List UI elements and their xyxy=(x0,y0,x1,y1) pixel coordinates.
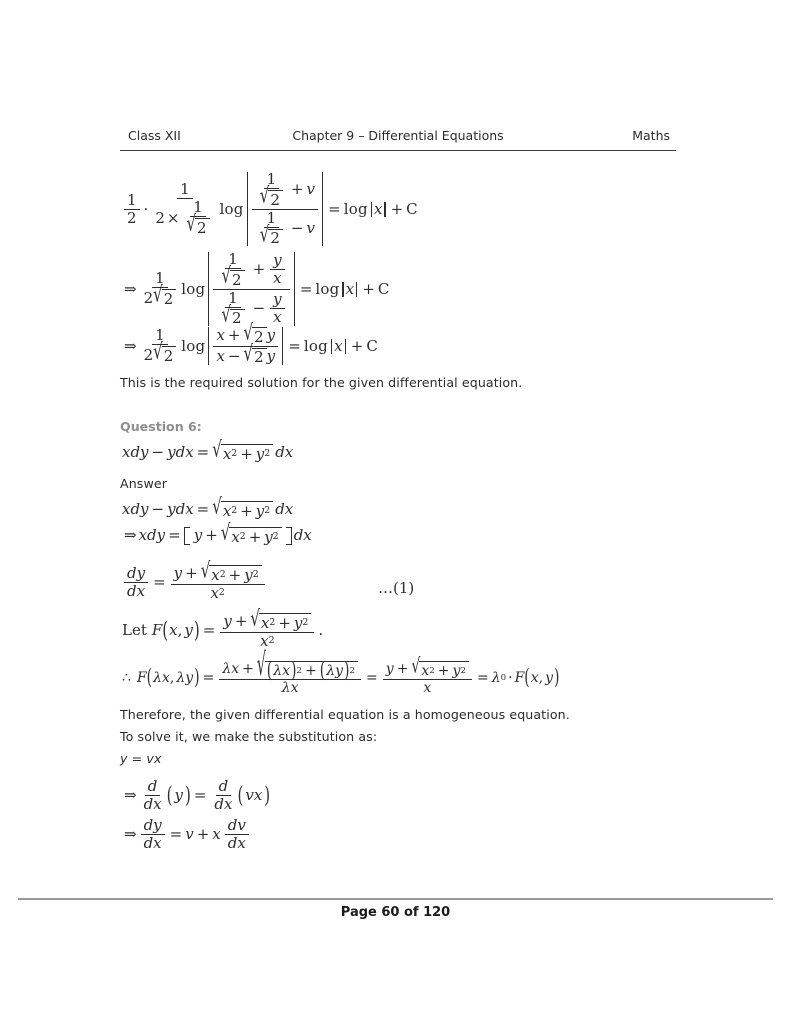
equation-2: ⇒ 1 2 √ 2 log 1 √ 2 + $\frac{y}{x}$ 1 √ 2 − $\frac{y}{x}$ = log x + C xyxy=(124,250,390,328)
question-6-equation: xdy − ydx = √ x 2 + y 2 dx xyxy=(122,436,294,463)
answer-equation-1: xdy − ydx = √ x 2 + y 2 dx xyxy=(122,493,294,520)
question-6-label: Question 6: xyxy=(120,419,202,434)
page-header xyxy=(120,128,676,151)
answer-label: Answer xyxy=(120,476,167,491)
header-class-label: Class XII xyxy=(128,128,181,143)
answer-equation-5: ∴ F ( λx , λy ) = λx + √ ( λx ) 2 + ( λy ) 2 λx = y + √ x 2 + y 2 x = λ 0 · F ( x , y ) xyxy=(122,647,560,696)
header-chapter-title: Chapter 9 – Differential Equations xyxy=(292,128,504,143)
header-subject-label: Maths xyxy=(632,128,670,143)
answer-equation-7: ⇒ $\frac{dy}{dx}$ = v + x $\frac{dv}{dx}$ xyxy=(122,818,251,851)
equation-1: $\frac{1}{2}$ · 1 2 × 1 √ 2 log 1 √ 2 + v 1 √ 2 − v = log x + C xyxy=(122,172,418,246)
homogeneous-conclusion-paragraph: Therefore, the given differential equation is a homogeneous equation. xyxy=(120,707,570,722)
answer-equation-3: $\frac{dy}{dx}$ = y + √ x 2 + y 2 x 2 xyxy=(122,565,267,601)
footer-divider xyxy=(18,898,773,900)
substitution-intro-paragraph: To solve it, we make the substitution as: xyxy=(120,729,378,744)
equation-number-1: …(1) xyxy=(378,579,415,597)
footer-page-number: Page 60 of 120 xyxy=(340,905,451,920)
answer-equation-6: ⇒ $\frac{d}{dx}$ ( y ) = $\frac{d}{dx}$ ( vx ) xyxy=(124,777,271,813)
answer-equation-4: Let F ( x , y ) = y + √ x 2 + y 2 x 2 . xyxy=(122,605,324,650)
solution-statement-paragraph: This is the required solution for the given differential equation. xyxy=(120,375,523,390)
substitution-expression: y = vx xyxy=(120,751,162,766)
answer-equation-2: ⇒ xdy = y + √ x 2 + y 2 dx xyxy=(124,519,312,546)
equation-3: ⇒ 1 2 √ 2 log x + √ 2 y x − √ 2 y = log x + C xyxy=(124,319,378,367)
